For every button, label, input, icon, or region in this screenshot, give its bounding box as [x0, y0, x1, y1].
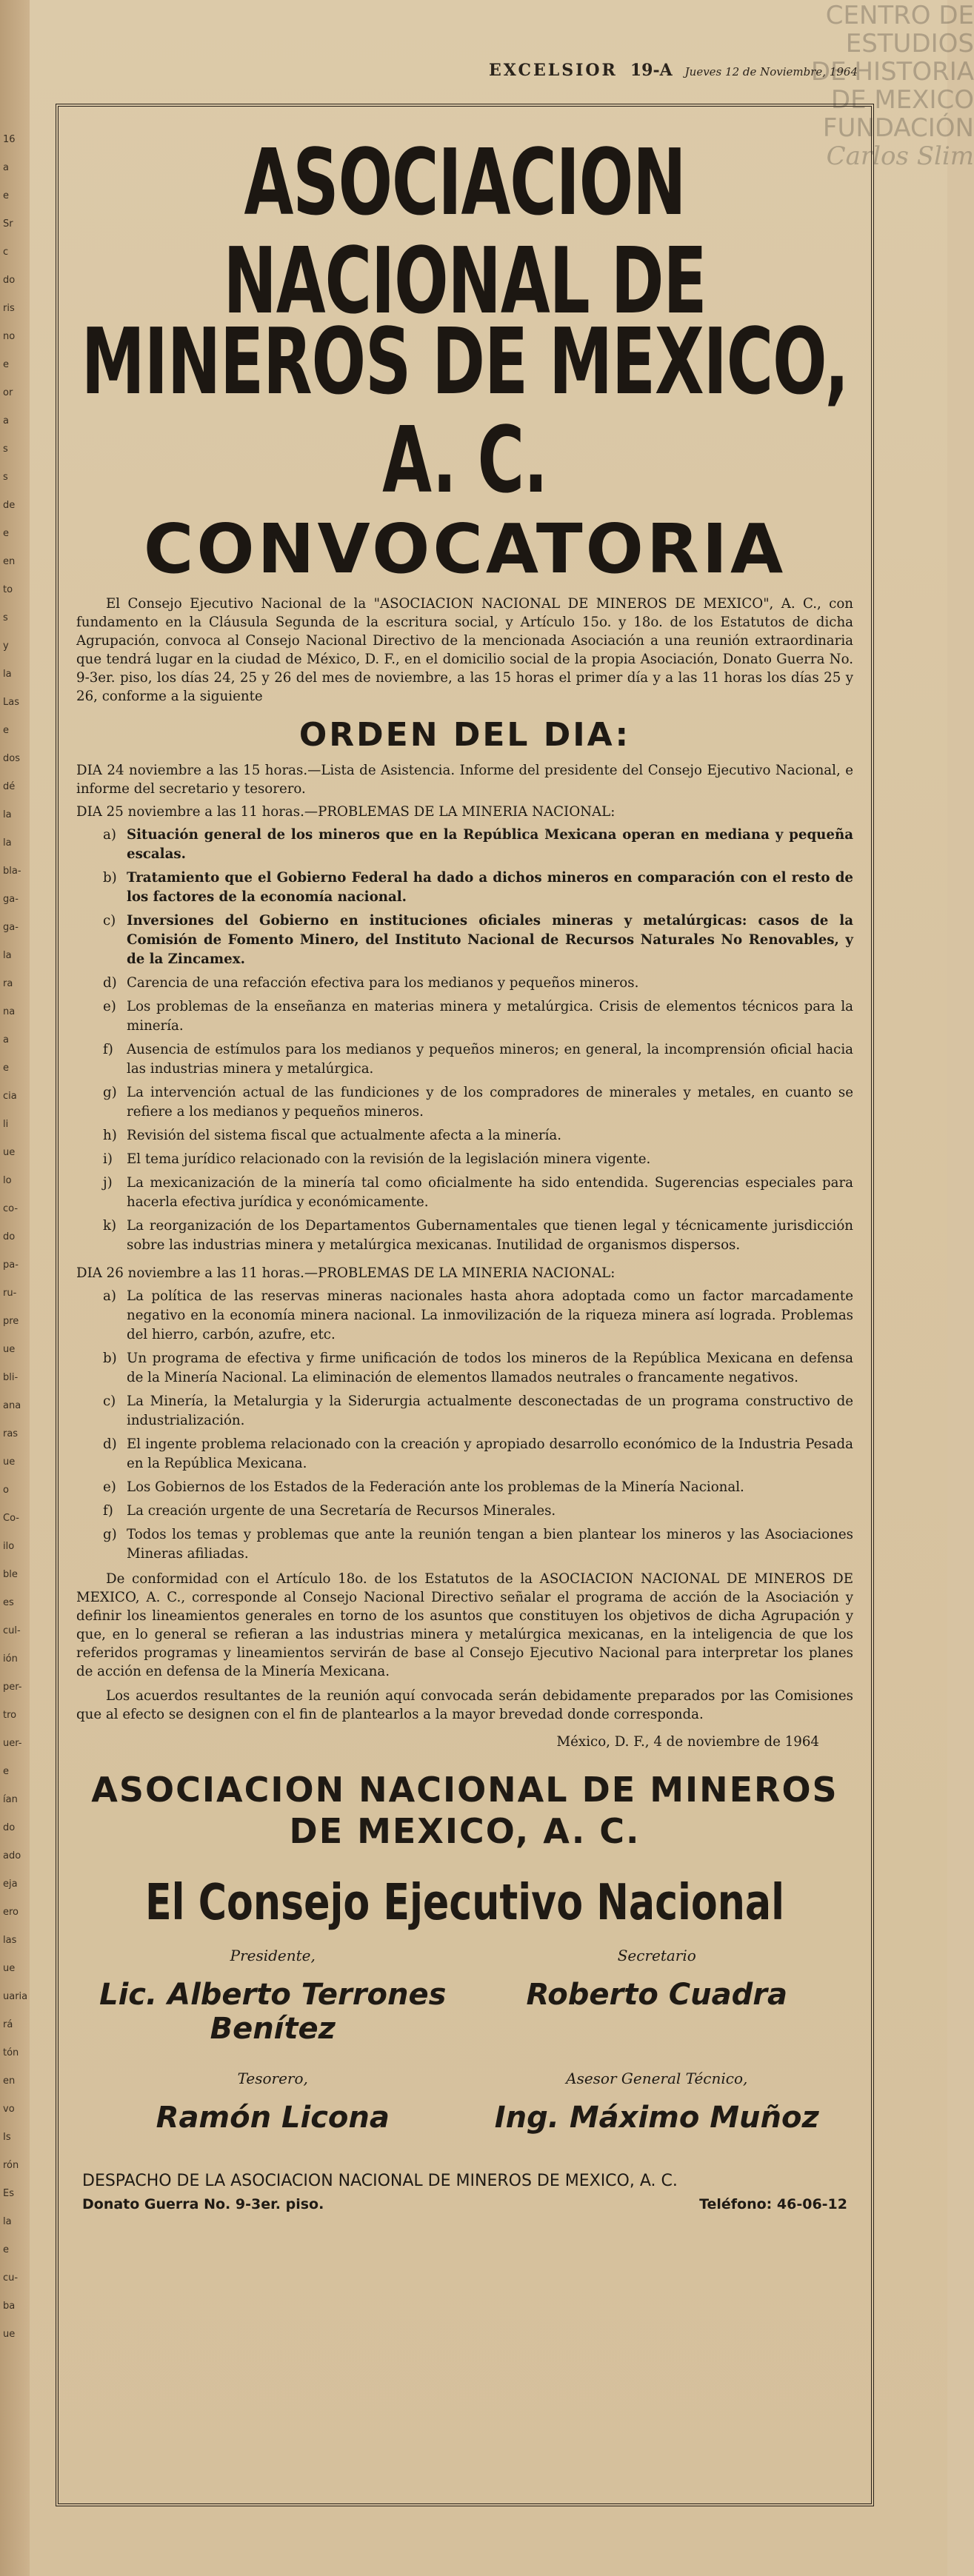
- adjacent-column-fragment: Sr: [3, 218, 13, 230]
- signing-organization: [66, 1769, 864, 1852]
- agenda-item: [103, 1040, 853, 1079]
- adjacent-column-fragment: cia: [3, 1091, 17, 1102]
- adjacent-column-fragment: o: [3, 1485, 9, 1496]
- agenda-item-letter: d): [103, 975, 117, 991]
- agenda-item-letter: a): [103, 827, 116, 843]
- adjacent-column-fragment: cu-: [3, 2272, 19, 2284]
- place-date: México, D. F., 4 de noviembre de 1964: [556, 1734, 819, 1750]
- agenda-item-text: Carencia de una refacción efectiva para los medianos y pequeños mineros.: [127, 975, 639, 991]
- adjacent-column-fragment: ra: [3, 978, 13, 989]
- day-26-items: [66, 1287, 864, 1564]
- adjacent-column-fragment: ana: [3, 1400, 21, 1411]
- adjacent-column-fragment: lo: [3, 1175, 12, 1186]
- agenda-item-text: Un programa de efectiva y firme unificación de todos los mineros de la República Mexicana en defensa de la Minería Nacional. La eliminación de elementos llamados neutrales o francamente negativos.: [127, 1351, 853, 1385]
- agenda-item: [103, 1083, 853, 1122]
- adjacent-column-fragment: ían: [3, 1794, 18, 1805]
- adjacent-column-fragment: uaria: [3, 1991, 28, 2002]
- agenda-item: [103, 1217, 853, 1255]
- agenda-item-letter: c): [103, 913, 116, 929]
- adjacent-column-fragment: a: [3, 1034, 9, 1046]
- adjacent-column-fragment: na: [3, 1006, 16, 1017]
- adjacent-column-fragment: la: [3, 809, 12, 820]
- adjacent-column-fragment: la: [3, 950, 12, 961]
- agenda-item: [103, 1392, 853, 1431]
- office-address: Donato Guerra No. 9-3er. piso.: [82, 2196, 324, 2212]
- agenda-item: [103, 911, 853, 969]
- adjacent-column-fragment: la: [3, 2216, 12, 2227]
- adjacent-column-fragment: la: [3, 837, 12, 849]
- agenda-item: [103, 1525, 853, 1564]
- adjacent-column-fragment: vo: [3, 2104, 15, 2115]
- adjacent-column-fragment: s: [3, 612, 8, 623]
- signatory-name: Lic. Alberto Terrones Benítez: [99, 1978, 447, 2046]
- adjacent-column-fragment: pre: [3, 1316, 19, 1327]
- adjacent-column-fragment: ga-: [3, 894, 19, 905]
- adjacent-column-fragment: ado: [3, 1850, 21, 1861]
- day-24-agenda: DIA 24 noviembre a las 15 horas.—Lista de Asistencia. Informe del presidente del Consejo Ejecutivo Nacional, e informe del secretario y tesorero.: [76, 763, 853, 797]
- adjacent-column-strip: [0, 0, 30, 2576]
- adjacent-column-fragment: uer-: [3, 1738, 22, 1749]
- adjacent-column-fragment: ue: [3, 1344, 16, 1355]
- day-25-heading: DIA 25 noviembre a las 11 horas.—PROBLEMAS DE LA MINERIA NACIONAL:: [76, 804, 616, 820]
- closing-paragraph-2: Los acuerdos resultantes de la reunión aquí convocada serán debidamente preparados por las Comisiones que al efecto se designen con el fin de plantearlos a la mayor brevedad donde corresponda.: [76, 1688, 853, 1722]
- agenda-item: [103, 1349, 853, 1388]
- adjacent-column-fragment: bli-: [3, 1372, 19, 1383]
- signatory-name: Ramón Licona: [156, 2101, 390, 2135]
- adjacent-column-fragment: ilo: [3, 1541, 15, 1552]
- agenda-item: [103, 974, 853, 993]
- adjacent-column-fragment: rón: [3, 2160, 19, 2171]
- adjacent-column-fragment: rá: [3, 2019, 13, 2030]
- issue-date: Jueves 12 de Noviembre, 1964: [684, 65, 858, 78]
- watermark-line: DE HISTORIA: [810, 57, 974, 87]
- agenda-item-text: Ausencia de estímulos para los medianos y pequeños mineros; en general, la incomprensión oficial hacia las industrias minera y metalúrgica.: [127, 1042, 853, 1077]
- agenda-item-text: Inversiones del Gobierno en instituciones oficiales mineras y metalúrgicas: casos de la Comisión de Fomento Minero, del Instituto Nacional de Recursos Naturales No Renovables, y de la Zincamex.: [127, 913, 853, 967]
- agenda-item-text: La intervención actual de las fundiciones y de los compradores de minerales y metales, en cuanto se refiere a los medianos y pequeños mineros.: [127, 1085, 853, 1120]
- adjacent-column-fragment: per-: [3, 1682, 22, 1693]
- agenda-item: [103, 826, 853, 864]
- adjacent-column-fragment: las: [3, 1935, 17, 1946]
- agenda-item-text: La creación urgente de una Secretaría de Recursos Minerales.: [127, 1503, 556, 1519]
- day-25-items: [66, 826, 864, 1255]
- adjacent-column-fragment: Las: [3, 697, 19, 708]
- adjacent-column-fragment: ue: [3, 1147, 16, 1158]
- adjacent-column-fragment: bla-: [3, 866, 21, 877]
- adjacent-column-fragment: s: [3, 444, 8, 455]
- intro-paragraph: El Consejo Ejecutivo Nacional de la "ASOCIACION NACIONAL DE MINEROS DE MEXICO", A. C., con fundamento en la Cláusula Segunda de la escritura social, y Artículo 15o. y 18o. de los Estatutos de dicha Agrupación, convoca al Consejo Nacional Directivo de la mencionada Asociación a una reunión extraordinaria que tendrá lugar en la ciudad de México, D. F., en el domicilio social de la propia Asociación, Donato Guerra No. 9-3er. piso, los días 24, 25 y 26 del mes de noviembre, a las 15 horas el primer día y a las 11 horas los días 25 y 26, conforme a la siguiente: [76, 596, 853, 704]
- adjacent-column-fragment: e: [3, 725, 9, 736]
- adjacent-column-fragment: a: [3, 162, 9, 173]
- agenda-item: [103, 1478, 853, 1497]
- adjacent-column-fragment: do: [3, 1822, 16, 1833]
- closing-paragraph: De conformidad con el Artículo 18o. de los Estatutos de la ASOCIACION NACIONAL DE MINEROS DE MEXICO, A. C., corresponde al Consejo Nacional Directivo señalar el programa de acción de la Asociación y definir los lineamientos generales en torno de los asuntos que constituyen los objetivos de dicha Agrupación y que, en lo general se refieran a las industrias minera y metalúrgica mexicanas, en la inteligencia de que los referidos programas y lineamientos servirán de base al Consejo Ejecutivo Nacional para interpretar los planes de acción en defensa de la Minería Mexicana.: [76, 1571, 853, 1679]
- adjacent-column-fragment: Es: [3, 2188, 14, 2199]
- agenda-item-text: Situación general de los mineros que en la República Mexicana operan en mediana y pequeña escalas.: [127, 827, 853, 862]
- adjacent-column-fragment: e: [3, 1766, 9, 1777]
- signatory: [81, 1947, 465, 2064]
- agenda-item-letter: d): [103, 1436, 117, 1452]
- signatory-role: Secretario: [617, 1947, 696, 1964]
- newspaper-name: EXCELSIOR: [489, 61, 618, 80]
- footer: [76, 2172, 853, 2212]
- signatory-name: Roberto Cuadra: [526, 1978, 787, 2012]
- signatory: [465, 1947, 850, 2064]
- adjacent-column-fragment: Is: [3, 2132, 11, 2143]
- adjacent-column-fragment: ero: [3, 1907, 19, 1918]
- adjacent-column-fragment: eja: [3, 1879, 18, 1890]
- watermark-line: Carlos Slim: [826, 141, 974, 171]
- agenda-item-text: El tema jurídico relacionado con la revisión de la legislación minera vigente.: [127, 1151, 651, 1167]
- watermark-line: CENTRO DE: [825, 1, 974, 30]
- convocatoria-heading: CONVOCATORIA: [143, 509, 787, 589]
- agenda-item-letter: h): [103, 1128, 117, 1143]
- agenda-item-letter: b): [103, 870, 117, 886]
- adjacent-column-fragment: to: [3, 584, 13, 595]
- adjacent-column-fragment: ue: [3, 1456, 16, 1468]
- agenda-item-letter: a): [103, 1288, 116, 1304]
- adjacent-column-fragment: 16: [3, 134, 16, 145]
- agenda-item: [103, 1126, 853, 1145]
- adjacent-column-fragment: es: [3, 1597, 14, 1608]
- agenda-item-letter: j): [103, 1175, 113, 1191]
- signatory-name: Ing. Máximo Muñoz: [494, 2101, 819, 2135]
- watermark-line: DE MEXICO: [830, 85, 974, 115]
- watermark-line: ESTUDIOS: [845, 29, 974, 58]
- adjacent-column-fragment: e: [3, 190, 9, 201]
- adjacent-column-fragment: s: [3, 472, 8, 483]
- adjacent-column-fragment: e: [3, 2244, 9, 2255]
- agenda-item-letter: c): [103, 1394, 116, 1409]
- signatories: [81, 1947, 849, 2152]
- adjacent-column-fragment: dos: [3, 753, 20, 764]
- adjacent-column-fragment: tro: [3, 1710, 17, 1721]
- signatory-role: Presidente,: [230, 1947, 316, 1964]
- adjacent-column-fragment: dé: [3, 781, 16, 792]
- adjacent-column-fragment: co-: [3, 1203, 19, 1214]
- agenda-item-text: El ingente problema relacionado con la creación y apropiado desarrollo económico de la Industria Pesada en la República Mexicana.: [127, 1436, 853, 1471]
- org-name-line-1: ASOCIACION NACIONAL DE MINEROS: [91, 1770, 838, 1810]
- adjacent-column-fragment: Co-: [3, 1513, 19, 1524]
- agenda-item-letter: i): [103, 1151, 113, 1167]
- agenda-item: [103, 1150, 853, 1169]
- day-26-heading: DIA 26 noviembre a las 11 horas.—PROBLEMAS DE LA MINERIA NACIONAL:: [76, 1265, 616, 1281]
- adjacent-column-fragment: do: [3, 275, 16, 286]
- adjacent-column-fragment: ris: [3, 303, 15, 314]
- adjacent-column-fragment: ga-: [3, 922, 19, 933]
- adjacent-column-fragment: ba: [3, 2301, 16, 2312]
- adjacent-column-fragment: tón: [3, 2047, 19, 2058]
- agenda-item-text: Los problemas de la enseñanza en materias minera y metalúrgica. Crisis de elementos técnicos para la minería.: [127, 999, 853, 1034]
- page-number: 19-A: [630, 61, 673, 80]
- title-line-1: ASOCIACION NACIONAL DE: [223, 129, 707, 335]
- agenda-item-text: La reorganización de los Departamentos Gubernamentales que tienen legal y técnicamente jurisdicción sobre las industrias minera y metalúrgica mexicanas. Inutilidad de organismos dispersos.: [127, 1218, 853, 1253]
- agenda-item-text: Revisión del sistema fiscal que actualmente afecta a la minería.: [127, 1128, 562, 1143]
- agenda-item-letter: e): [103, 999, 116, 1014]
- office-phone: Teléfono: 46-06-12: [699, 2196, 847, 2212]
- footer-contact-row: [82, 2196, 847, 2212]
- agenda-item: [103, 869, 853, 907]
- signatory: [465, 2070, 850, 2152]
- council-heading: El Consejo Ejecutivo Nacional: [145, 1873, 784, 1932]
- adjacent-column-fragment: y: [3, 640, 9, 652]
- orden-del-dia-heading: ORDEN DEL DIA:: [298, 716, 631, 754]
- agenda-item-letter: f): [103, 1503, 113, 1519]
- signatory-role: Asesor General Técnico,: [566, 2070, 748, 2087]
- agenda-item-text: La mexicanización de la minería tal como oficialmente ha sido entendida. Sugerencias especiales para hacerla efectiva jurídica y económicamente.: [127, 1175, 853, 1210]
- agenda-item-letter: f): [103, 1042, 113, 1057]
- agenda-item: [103, 1502, 853, 1521]
- signatory: [81, 2070, 465, 2152]
- adjacent-column-fragment: de: [3, 500, 16, 511]
- org-name-line-2: DE MEXICO, A. C.: [289, 1811, 641, 1851]
- agenda-item-text: Los Gobiernos de los Estados de la Federación ante los problemas de la Minería Nacional.: [127, 1479, 744, 1495]
- agenda-item: [103, 997, 853, 1036]
- agenda-item-text: La política de las reservas mineras nacionales hasta ahora adoptada como un factor marcadamente negativo en la economía minera nacional. La inmovilización de la riqueza minera así lograda. Problemas del hierro, carbón, azufre, etc.: [127, 1288, 853, 1342]
- adjacent-column-fragment: ue: [3, 1963, 16, 1974]
- adjacent-column-fragment: ble: [3, 1569, 18, 1580]
- agenda-item-text: La Minería, la Metalurgia y la Siderurgia actualmente desconectadas de un programa constructivo de industrialización.: [127, 1394, 853, 1428]
- agenda-item: [103, 1174, 853, 1212]
- adjacent-column-fragment: e: [3, 1063, 9, 1074]
- agenda-item-text: Tratamiento que el Gobierno Federal ha dado a dichos mineros en comparación con el resto de los factores de la economía nacional.: [127, 870, 853, 905]
- agenda-item-letter: g): [103, 1085, 117, 1100]
- adjacent-column-fragment: la: [3, 669, 12, 680]
- adjacent-column-fragment: ru-: [3, 1288, 17, 1299]
- adjacent-column-fragment: no: [3, 331, 16, 342]
- adjacent-column-fragment: li: [3, 1119, 9, 1130]
- agenda-item-letter: b): [103, 1351, 117, 1366]
- signatory-role: Tesorero,: [237, 2070, 308, 2087]
- newspaper-header: [489, 61, 933, 80]
- agenda-item-letter: g): [103, 1527, 117, 1542]
- adjacent-column-fragment: ras: [3, 1428, 19, 1439]
- adjacent-column-fragment: e: [3, 528, 9, 539]
- adjacent-column-fragment: do: [3, 1231, 16, 1242]
- adjacent-column-fragment: pa-: [3, 1259, 19, 1271]
- adjacent-column-fragment: e: [3, 359, 9, 370]
- adjacent-column-fragment: cul-: [3, 1625, 21, 1636]
- adjacent-column-fragment: or: [3, 387, 13, 398]
- agenda-item: [103, 1435, 853, 1473]
- office-line: DESPACHO DE LA ASOCIACION NACIONAL DE MINEROS DE MEXICO, A. C.: [82, 2172, 678, 2190]
- adjacent-column-fragment: c: [3, 247, 9, 258]
- watermark-line: FUNDACIÓN: [822, 113, 974, 143]
- adjacent-column-fragment: ue: [3, 2329, 16, 2340]
- adjacent-column-fragment: en: [3, 556, 16, 567]
- adjacent-column-fragment: a: [3, 415, 9, 426]
- agenda-item-text: Todos los temas y problemas que ante la reunión tengan a bien plantear los mineros y las Asociaciones Mineras afiliadas.: [127, 1527, 853, 1562]
- announcement-box: [56, 104, 874, 2506]
- agenda-item: [103, 1287, 853, 1345]
- agenda-item-letter: k): [103, 1218, 117, 1234]
- adjacent-column-fragment: en: [3, 2075, 16, 2087]
- agenda-item-letter: e): [103, 1479, 116, 1495]
- adjacent-column-fragment: ión: [3, 1653, 18, 1665]
- title-line-2: MINEROS DE MEXICO, A. C.: [81, 308, 849, 514]
